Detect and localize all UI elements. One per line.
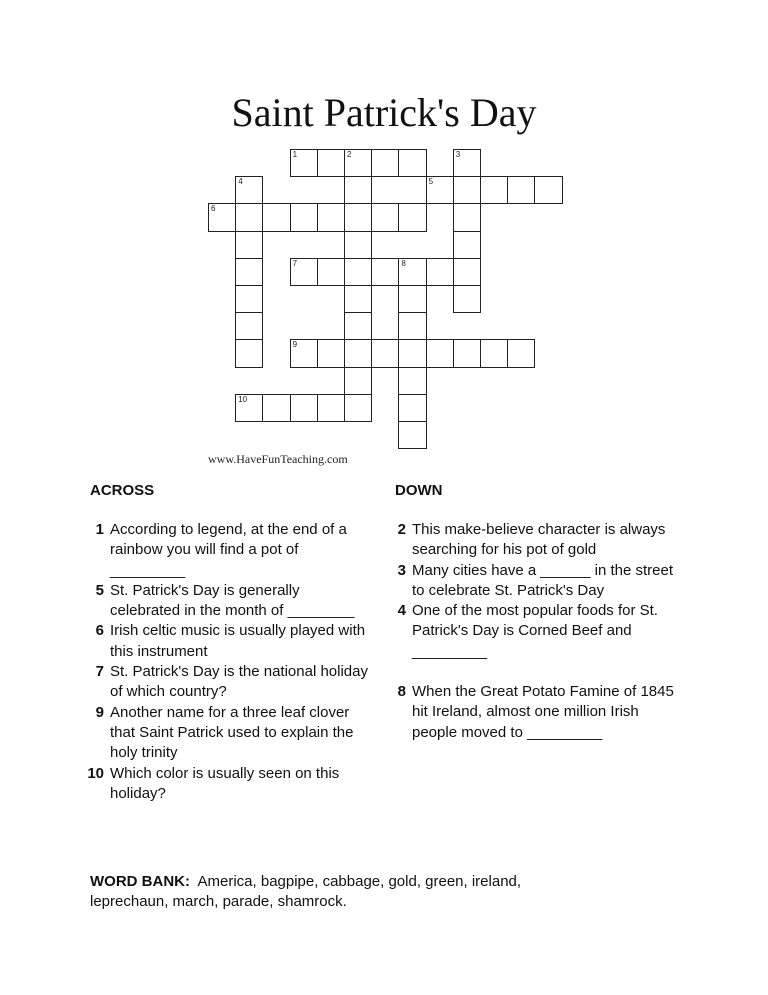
across-clue	[82, 662, 372, 703]
clue-text: Many cities have a ______ in the street to celebrate St. Patrick's Day	[412, 561, 673, 599]
clue-number: 10	[87, 764, 104, 782]
clue-number: 3	[455, 150, 461, 159]
crossword-cell[interactable]	[371, 339, 399, 367]
website-credit: www.HaveFunTeaching.com	[208, 452, 348, 466]
crossword-cell[interactable]	[453, 231, 481, 259]
crossword-cell[interactable]	[344, 339, 372, 367]
crossword-cell[interactable]	[235, 312, 263, 340]
crossword-cell[interactable]	[235, 394, 263, 422]
clue-number: 8	[397, 683, 406, 701]
crossword-cell[interactable]	[507, 176, 535, 204]
crossword-cell[interactable]	[235, 285, 263, 313]
crossword-cell[interactable]	[371, 149, 399, 177]
crossword-cell[interactable]	[344, 394, 372, 422]
clue-text: This make-believe character is always searching for his pot of gold	[412, 521, 666, 559]
crossword-cell[interactable]	[344, 203, 372, 231]
clue-number: 4	[397, 602, 406, 620]
across-clue	[82, 581, 372, 622]
page-title: Saint Patrick's Day	[231, 90, 537, 135]
down-clue	[384, 561, 676, 602]
crossword-cell[interactable]	[344, 231, 372, 259]
across-clue	[82, 520, 372, 581]
crossword-cell[interactable]	[534, 176, 562, 204]
word-bank-label: WORD BANK:	[90, 873, 190, 890]
clue-number: 6	[211, 204, 216, 214]
crossword-cell[interactable]	[317, 394, 345, 422]
clue-text: St. Patrick's Day is generally celebrated in the month of ________	[110, 581, 355, 620]
crossword-cell[interactable]	[344, 367, 372, 395]
clue-number: 2	[397, 521, 406, 538]
crossword-cell[interactable]	[317, 149, 345, 177]
crossword-cell[interactable]	[344, 149, 372, 177]
crossword-cell[interactable]	[398, 339, 426, 367]
clue-number: 9	[292, 340, 298, 350]
crossword-cell[interactable]	[235, 231, 263, 259]
clue-number: 10	[238, 394, 248, 404]
word-bank	[90, 872, 550, 912]
crossword-cell[interactable]	[480, 339, 508, 367]
clue-text: Which color is usually seen on this holiday?	[110, 764, 340, 802]
clue-number: 5	[428, 177, 434, 187]
clue-number: 4	[238, 177, 243, 187]
clue-number: 8	[401, 258, 406, 268]
word-bank-words: America, bagpipe, cabbage, gold, green, ireland, leprechaun, march, parade, shamrock.	[90, 873, 522, 910]
clue-number: 6	[95, 622, 104, 640]
clue-number: 3	[397, 561, 406, 579]
crossword-cell[interactable]	[290, 258, 318, 286]
clue-number: 1	[95, 521, 104, 538]
crossword-cell[interactable]	[426, 176, 454, 204]
crossword-cell[interactable]	[262, 394, 290, 422]
across-clue	[82, 703, 372, 764]
down-clue	[384, 682, 676, 743]
crossword-cell[interactable]	[453, 203, 481, 231]
crossword-cell[interactable]	[317, 258, 345, 286]
crossword-cell[interactable]	[344, 312, 372, 340]
crossword-cell[interactable]	[290, 149, 318, 177]
clue-number: 9	[95, 703, 104, 721]
crossword-cell[interactable]	[317, 203, 345, 231]
crossword-cell[interactable]	[453, 176, 481, 204]
down-clue	[384, 601, 676, 662]
crossword-cell[interactable]	[290, 339, 318, 367]
crossword-cell[interactable]	[235, 176, 263, 204]
down-clue	[384, 520, 676, 561]
crossword-cell[interactable]	[208, 203, 236, 231]
crossword-cell[interactable]	[398, 312, 426, 340]
clue-text: St. Patrick's Day is the national holiday of which country?	[110, 663, 368, 701]
across-heading: ACROSS	[90, 482, 155, 499]
crossword-cell[interactable]	[453, 285, 481, 313]
across-clue	[82, 621, 372, 662]
clue-text: According to legend, at the end of a rainbow you will find a pot of _________	[110, 521, 347, 579]
crossword-cell[interactable]	[426, 258, 454, 286]
crossword-cell[interactable]	[453, 339, 481, 367]
clue-text: One of the most popular foods for St. Patrick's Day is Corned Beef and _________	[412, 602, 658, 660]
crossword-cell[interactable]	[398, 203, 426, 231]
crossword-cell[interactable]	[453, 149, 481, 177]
across-clue	[82, 764, 372, 805]
crossword-cell[interactable]	[290, 394, 318, 422]
clue-text: Another name for a three leaf clover that Saint Patrick used to explain the holy trinity	[110, 703, 354, 762]
across-clue-list	[82, 520, 372, 804]
crossword-cell[interactable]	[507, 339, 535, 367]
crossword-cell[interactable]	[235, 203, 263, 231]
clue-number: 1	[292, 150, 298, 159]
crossword-cell[interactable]	[398, 394, 426, 422]
crossword-cell[interactable]	[344, 285, 372, 313]
crossword-cell[interactable]	[344, 258, 372, 286]
crossword-cell[interactable]	[480, 176, 508, 204]
clue-number: 2	[347, 150, 352, 159]
clue-text: Irish celtic music is usually played with this instrument	[110, 622, 366, 660]
crossword-cell[interactable]	[290, 203, 318, 231]
crossword-cell[interactable]	[398, 367, 426, 395]
clue-number: 7	[95, 663, 104, 681]
crossword-cell[interactable]	[453, 258, 481, 286]
crossword-cell[interactable]	[398, 149, 426, 177]
clue-text: When the Great Potato Famine of 1845 hit Ireland, almost one million Irish people moved to _________	[412, 683, 674, 741]
down-clue-list	[384, 520, 676, 743]
down-heading: DOWN	[395, 482, 443, 499]
crossword-cell[interactable]	[344, 176, 372, 204]
crossword-cell[interactable]	[426, 339, 454, 367]
crossword-grid	[0, 0, 768, 460]
crossword-cell[interactable]	[262, 203, 290, 231]
crossword-cell[interactable]	[398, 285, 426, 313]
crossword-cell[interactable]	[371, 203, 399, 231]
clue-number: 7	[292, 258, 298, 268]
crossword-cell[interactable]	[398, 421, 426, 449]
crossword-cell[interactable]	[371, 258, 399, 286]
clue-number: 5	[95, 581, 104, 599]
crossword-cell[interactable]	[235, 258, 263, 286]
crossword-cell[interactable]	[235, 339, 263, 367]
crossword-cell[interactable]	[317, 339, 345, 367]
crossword-cell[interactable]	[398, 258, 426, 286]
